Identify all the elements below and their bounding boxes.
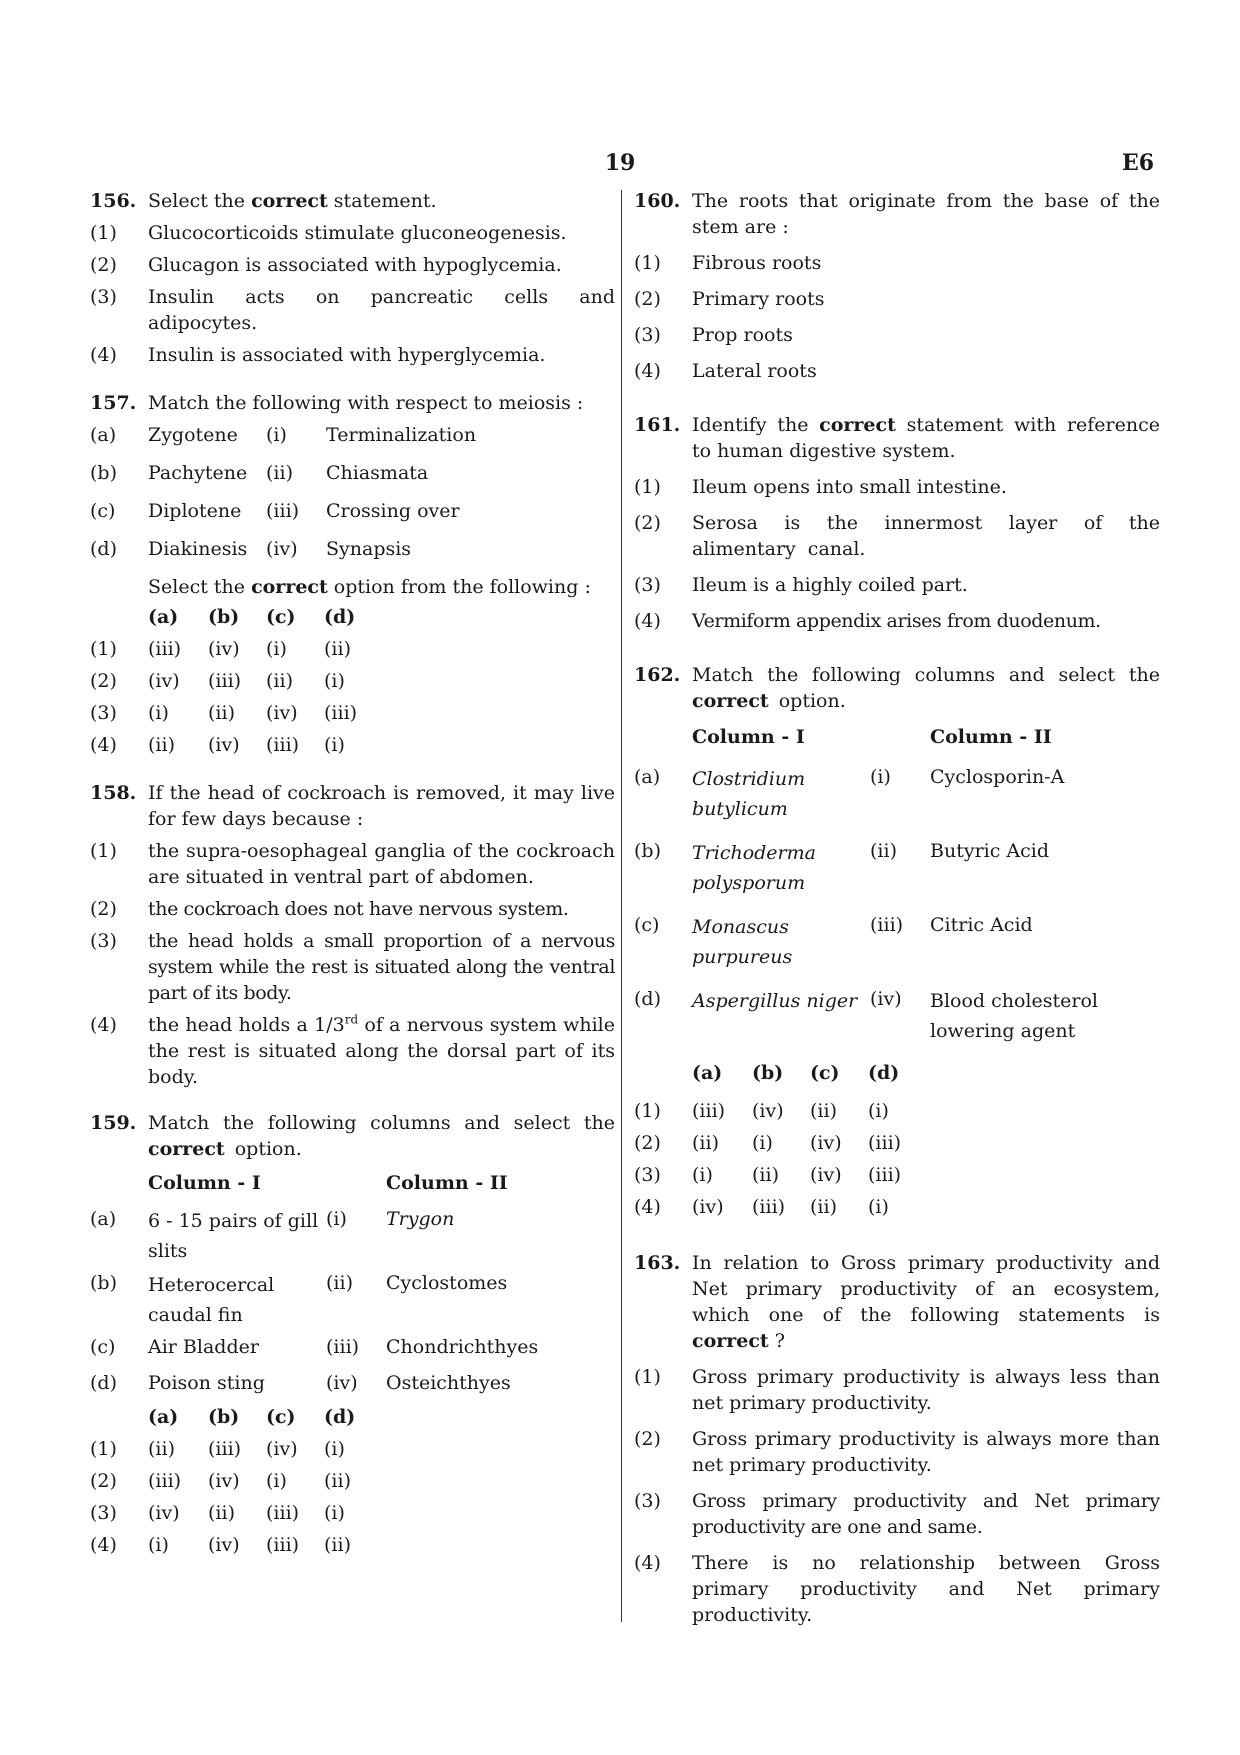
option-2[interactable]: (2) the cockroach does not have nervous system. xyxy=(90,898,569,920)
question-text: In relation to Gross primary productivity and Net primary productivity of an ecosystem, which one of the following statements is correct ? xyxy=(692,1252,1160,1352)
option-4[interactable]: (4) Vermiform appendix arises from duodenum. xyxy=(634,610,1101,632)
answer-option-3[interactable]: (3) (iv) (ii) (iii) (i) xyxy=(90,1502,345,1524)
answer-option-2[interactable]: (2) (ii) (i) (iv) (iii) xyxy=(634,1132,902,1154)
answer-header: (a) (b) (c) (d) xyxy=(148,606,356,628)
table-row: (a) 6 - 15 pairs of gill slits (i) Trygon xyxy=(90,1208,455,1262)
answer-option-3[interactable]: (3) (i) (ii) (iv) (iii) xyxy=(90,702,358,724)
table-row: (c) Air Bladder (iii) Chondrichthyes xyxy=(90,1336,539,1358)
option-2[interactable]: (2) Gross primary productivity is always more than net primary productivity. xyxy=(634,1428,1160,1476)
match-table xyxy=(90,422,476,574)
option-4[interactable]: (4) the head holds a 1/3rd of a nervous system while the rest is situated along the dorsal part of its body. xyxy=(90,1012,616,1088)
answer-option-3[interactable]: (3) (i) (ii) (iv) (iii) xyxy=(634,1164,902,1186)
option-4[interactable]: (4) Lateral roots xyxy=(634,360,817,382)
table-row: (d) Poison sting (iv) Osteichthyes xyxy=(90,1372,511,1394)
q158-options xyxy=(90,838,615,1090)
column-headers: Column - I Column - II xyxy=(148,1172,508,1194)
left-column xyxy=(90,188,615,1564)
question-text: The roots that originate from the base of the stem are : xyxy=(692,190,1160,238)
answer-option-1[interactable]: (1) (iii) (iv) (i) (ii) xyxy=(90,638,351,660)
q161-options xyxy=(634,474,1160,634)
answer-header: (a) (b) (c) (d) xyxy=(148,1406,356,1428)
question-number: 159. xyxy=(90,1112,137,1134)
question-text: Identify the correct statement with reference to human digestive system. xyxy=(692,414,1160,462)
question-text: Match the following columns and select the correct option. xyxy=(692,664,1160,712)
question-number: 160. xyxy=(634,190,681,212)
table-row: (c) Monascus purpureus (iii) Citric Acid xyxy=(634,914,1033,968)
option-4[interactable]: (4) There is no relationship between Gross primary productivity and Net primary productivity. xyxy=(634,1552,1160,1626)
question-text: Match the following columns and select the correct option. xyxy=(148,1112,615,1160)
table-row: (a) Clostridium butylicum (i) Cyclosporin-A xyxy=(634,766,1065,820)
question-number: 158. xyxy=(90,782,137,804)
option-2[interactable]: (2) Serosa is the innermost layer of the alimentary canal. xyxy=(634,512,1160,560)
answer-table xyxy=(90,1404,355,1564)
option-2[interactable]: (2) Primary roots xyxy=(634,288,825,310)
answer-option-4[interactable]: (4) (iv) (iii) (ii) (i) xyxy=(634,1196,889,1218)
option-3[interactable]: (3) the head holds a small proportion of a nervous system while the rest is situated along the ventral part of its body. xyxy=(90,930,615,1004)
question-number: 157. xyxy=(90,392,137,414)
question-156 xyxy=(90,188,615,214)
question-159 xyxy=(90,1110,615,1162)
question-160 xyxy=(634,188,1160,240)
option-4[interactable]: (4) Insulin is associated with hyperglycemia. xyxy=(90,344,546,366)
q160-options xyxy=(634,250,1160,384)
table-row: (a) Zygotene (i) Terminalization xyxy=(90,424,477,446)
option-1[interactable]: (1) Ileum opens into small intestine. xyxy=(634,476,1007,498)
question-157 xyxy=(90,390,615,416)
column-headers: Column - I Column - II xyxy=(692,726,1052,748)
q163-options xyxy=(634,1364,1160,1628)
question-number: 162. xyxy=(634,664,681,686)
option-3[interactable]: (3) Ileum is a highly coiled part. xyxy=(634,574,968,596)
answer-table xyxy=(634,1060,901,1226)
q156-options xyxy=(90,220,615,368)
question-text: Select the correct statement. xyxy=(148,190,437,212)
question-158 xyxy=(90,780,615,832)
table-row: (d) Diakinesis (iv) Synapsis xyxy=(90,538,412,560)
answer-option-4[interactable]: (4) (ii) (iv) (iii) (i) xyxy=(90,734,345,756)
match-table xyxy=(90,1170,538,1404)
booklet-code: E6 xyxy=(1122,150,1155,176)
table-row: (c) Diplotene (iii) Crossing over xyxy=(90,500,460,522)
match-table xyxy=(634,724,1160,1060)
question-number: 163. xyxy=(634,1252,681,1274)
option-2[interactable]: (2) Glucagon is associated with hypoglycemia. xyxy=(90,254,562,276)
answer-option-4[interactable]: (4) (i) (iv) (iii) (ii) xyxy=(90,1534,351,1556)
question-text: If the head of cockroach is removed, it may live for few days because : xyxy=(148,782,615,830)
table-row: (b) Heterocercal caudal fin (ii) Cyclostomes xyxy=(90,1272,508,1326)
question-text: Match the following with respect to meiosis : xyxy=(148,392,584,414)
option-1[interactable]: (1) the supra-oesophageal ganglia of the cockroach are situated in ventral part of abdomen. xyxy=(90,840,615,888)
question-163 xyxy=(634,1250,1160,1354)
option-1[interactable]: (1) Fibrous roots xyxy=(634,252,822,274)
answer-option-1[interactable]: (1) (ii) (iii) (iv) (i) xyxy=(90,1438,345,1460)
page-number: 19 xyxy=(604,150,636,176)
table-row: (b) Trichoderma polysporum (ii) Butyric Acid xyxy=(634,840,1050,894)
option-1[interactable]: (1) Glucocorticoids stimulate gluconeogenesis. xyxy=(90,222,567,244)
right-column xyxy=(634,188,1160,1628)
option-1[interactable]: (1) Gross primary productivity is always less than net primary productivity. xyxy=(634,1366,1160,1414)
question-161 xyxy=(634,412,1160,464)
select-instruction: Select the correct option from the following : xyxy=(148,576,591,598)
answer-option-2[interactable]: (2) (iii) (iv) (i) (ii) xyxy=(90,1470,351,1492)
table-row: (d) Aspergillus niger (iv) Blood cholesterol lowering agent xyxy=(634,988,1098,1042)
question-162 xyxy=(634,662,1160,714)
answer-table xyxy=(90,604,357,764)
answer-option-2[interactable]: (2) (iv) (iii) (ii) (i) xyxy=(90,670,345,692)
option-3[interactable]: (3) Gross primary productivity and Net primary productivity are one and same. xyxy=(634,1490,1160,1538)
option-3[interactable]: (3) Prop roots xyxy=(634,324,793,346)
option-3[interactable]: (3) Insulin acts on pancreatic cells and adipocytes. xyxy=(90,286,615,334)
answer-header: (a) (b) (c) (d) xyxy=(692,1062,900,1084)
answer-option-1[interactable]: (1) (iii) (iv) (ii) (i) xyxy=(634,1100,889,1122)
column-divider xyxy=(621,190,622,1622)
question-number: 156. xyxy=(90,190,137,212)
question-number: 161. xyxy=(634,414,681,436)
table-row: (b) Pachytene (ii) Chiasmata xyxy=(90,462,429,484)
